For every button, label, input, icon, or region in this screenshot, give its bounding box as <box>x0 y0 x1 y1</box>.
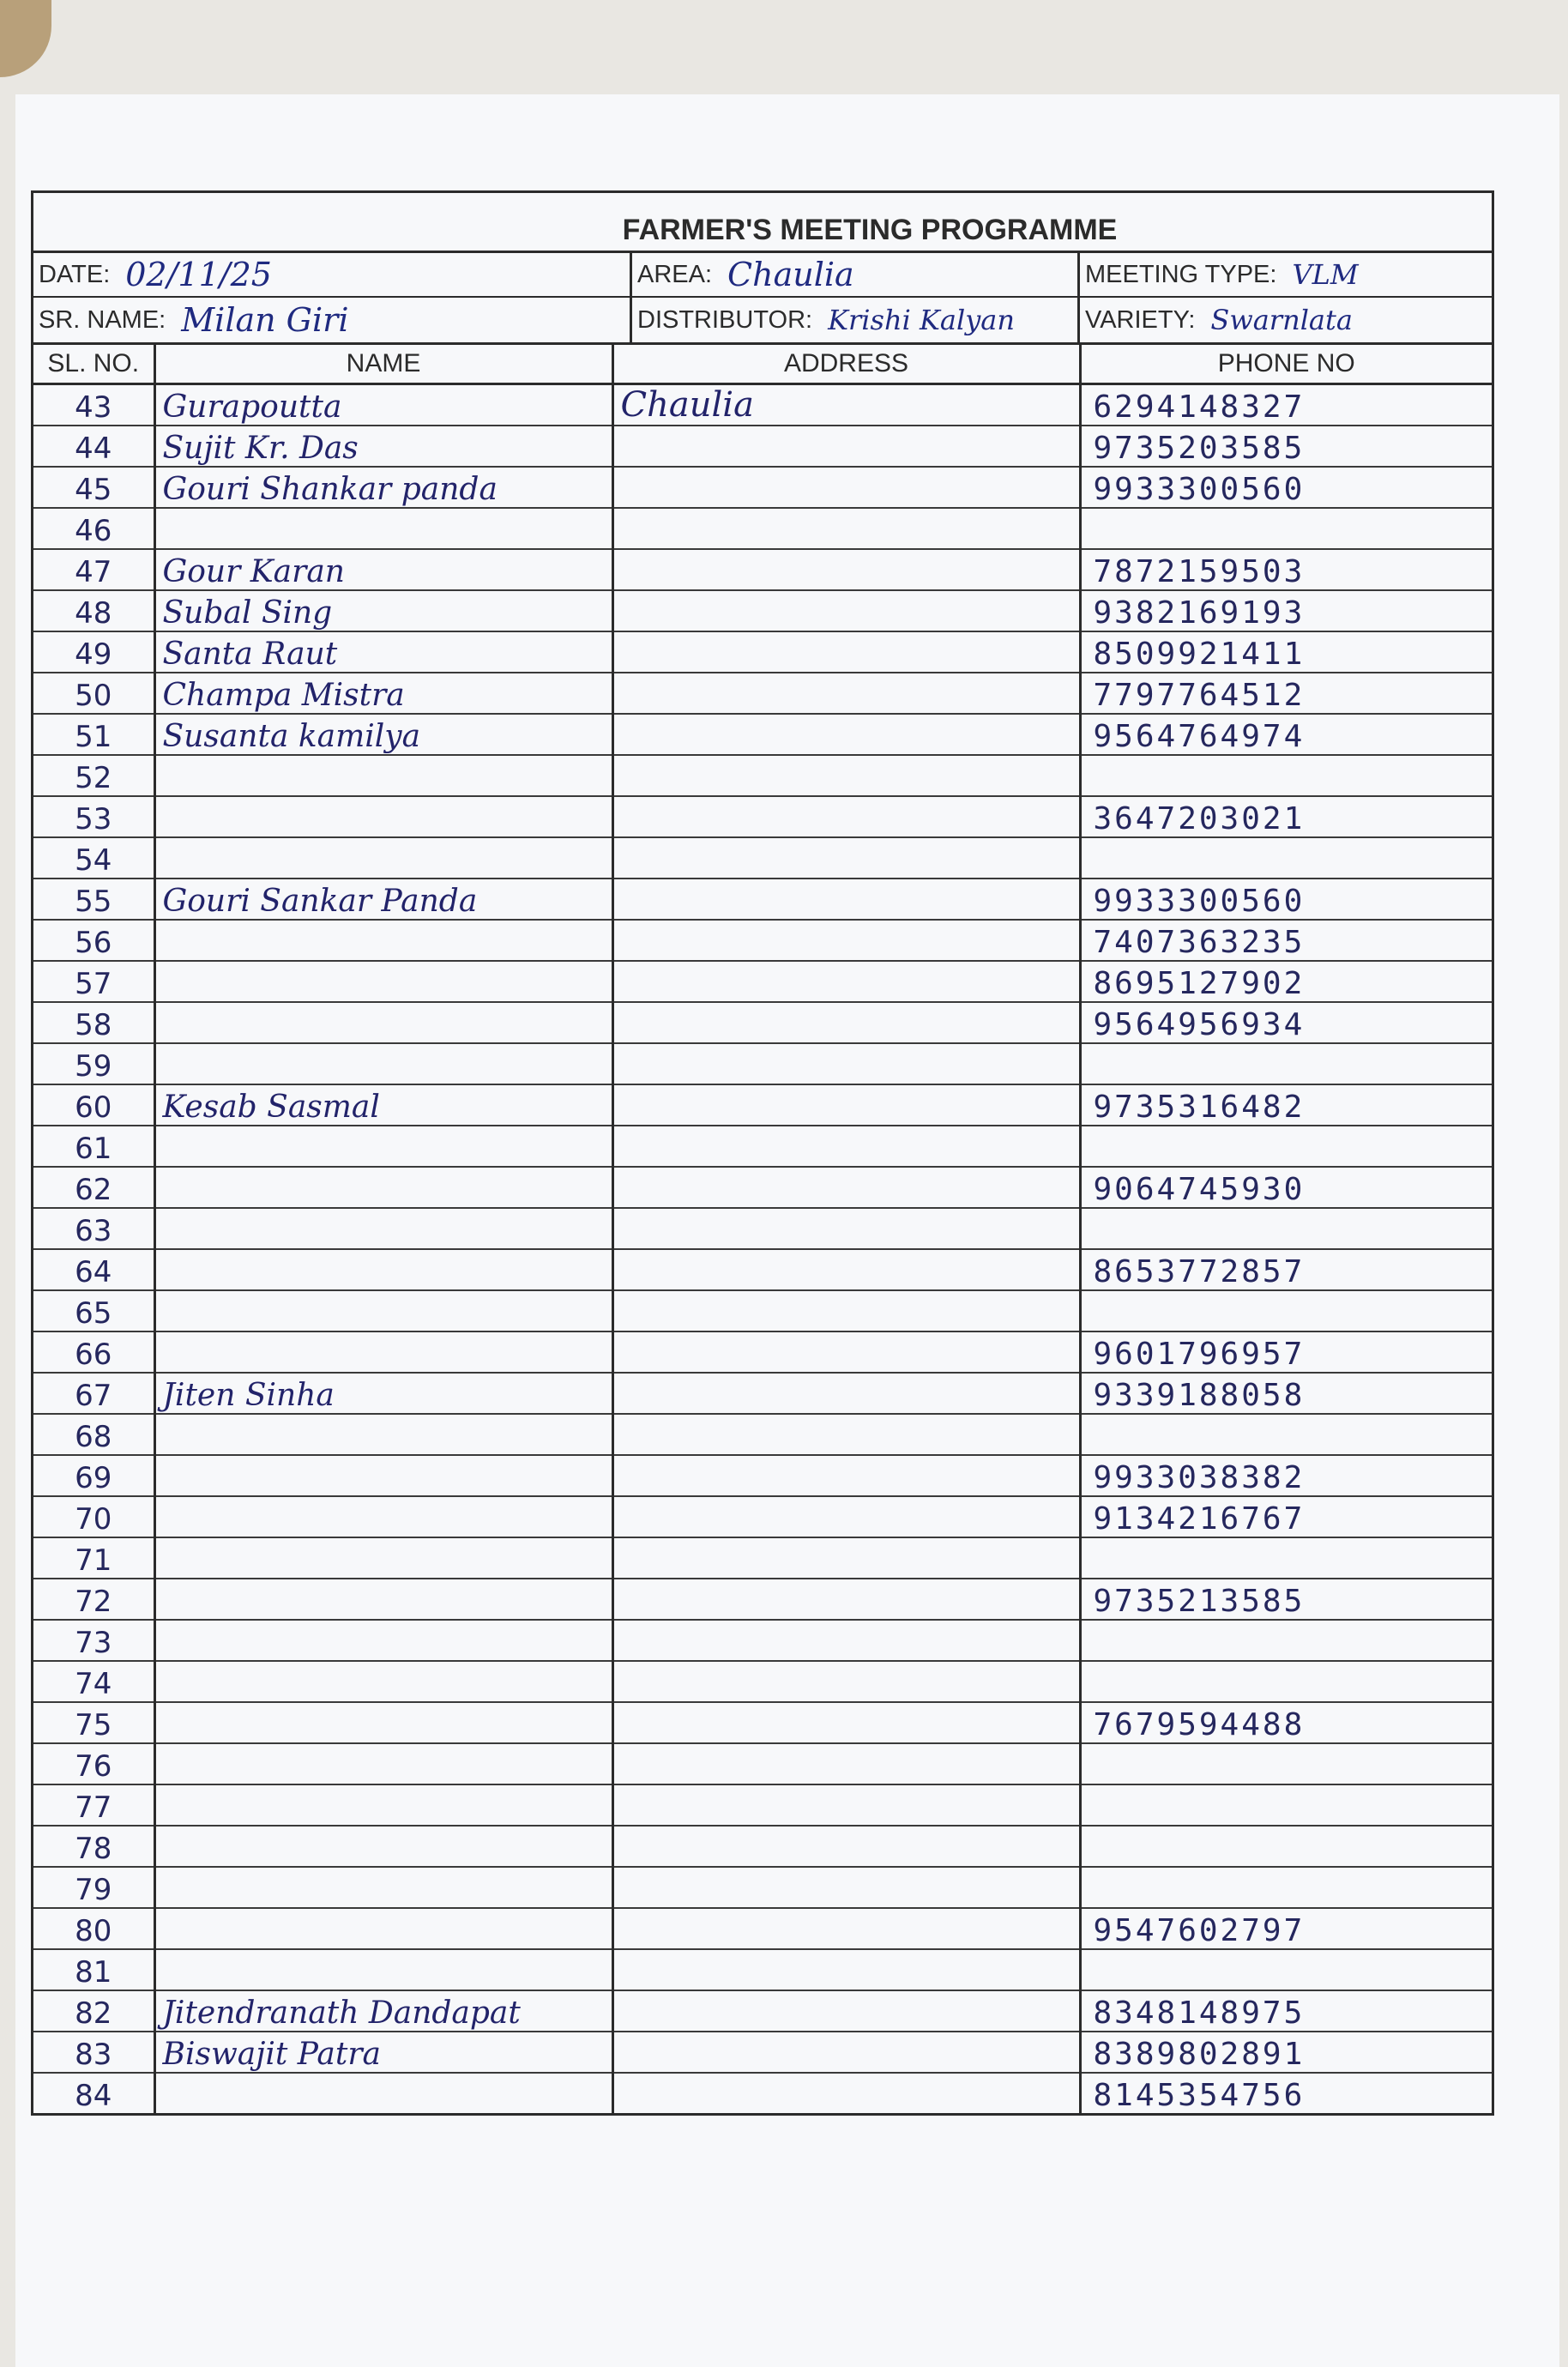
row-phone: 8348148975 <box>1080 1990 1492 2032</box>
row-address <box>612 508 1080 549</box>
table-row <box>33 920 1492 961</box>
table-row <box>33 1826 1492 1867</box>
table-body <box>33 384 1492 2114</box>
row-name <box>154 1784 612 1826</box>
date-field <box>33 253 630 298</box>
row-sl-no: 60 <box>33 1084 154 1126</box>
row-phone <box>1080 1826 1492 1867</box>
row-address <box>612 1043 1080 1084</box>
row-address <box>612 467 1080 508</box>
table-row <box>33 1743 1492 1784</box>
row-name <box>154 837 612 879</box>
row-name: Champa Mistra <box>154 673 612 714</box>
row-phone <box>1080 1620 1492 1661</box>
row-address <box>612 1661 1080 1702</box>
row-sl-no: 68 <box>33 1414 154 1455</box>
table-row <box>33 1990 1492 2032</box>
row-address <box>612 2073 1080 2113</box>
row-address <box>612 1990 1080 2032</box>
row-phone: 9134216767 <box>1080 1496 1492 1537</box>
row-sl-no: 54 <box>33 837 154 879</box>
row-name <box>154 1290 612 1331</box>
row-phone <box>1080 1661 1492 1702</box>
row-address <box>612 1537 1080 1579</box>
row-sl-no: 47 <box>33 549 154 590</box>
row-phone: 9933300560 <box>1080 879 1492 920</box>
table-row <box>33 1496 1492 1537</box>
row-phone: 9735213585 <box>1080 1579 1492 1620</box>
row-address <box>612 1826 1080 1867</box>
row-phone <box>1080 1743 1492 1784</box>
table-row <box>33 796 1492 837</box>
row-address <box>612 1908 1080 1949</box>
row-sl-no: 66 <box>33 1331 154 1373</box>
row-sl-no: 84 <box>33 2073 154 2113</box>
row-phone <box>1080 1043 1492 1084</box>
row-phone <box>1080 1537 1492 1579</box>
table-row <box>33 1949 1492 1990</box>
row-address <box>612 920 1080 961</box>
table-row <box>33 1290 1492 1331</box>
row-address <box>612 1496 1080 1537</box>
table-row <box>33 714 1492 755</box>
row-sl-no: 74 <box>33 1661 154 1702</box>
row-sl-no: 67 <box>33 1373 154 1414</box>
meeting-type-value: VLM <box>1292 258 1359 291</box>
row-name <box>154 961 612 1002</box>
row-address <box>612 1167 1080 1208</box>
table-row <box>33 879 1492 920</box>
header-col-right <box>1080 253 1492 342</box>
row-name <box>154 1331 612 1373</box>
row-sl-no: 83 <box>33 2032 154 2073</box>
variety-field <box>1080 298 1492 342</box>
row-name: Gour Karan <box>154 549 612 590</box>
table-row <box>33 961 1492 1002</box>
row-phone: 8509921411 <box>1080 631 1492 673</box>
row-phone: 9564764974 <box>1080 714 1492 755</box>
row-phone: 8695127902 <box>1080 961 1492 1002</box>
row-sl-no: 52 <box>33 755 154 796</box>
row-phone: 9064745930 <box>1080 1167 1492 1208</box>
date-label: DATE: <box>39 260 111 288</box>
row-phone <box>1080 508 1492 549</box>
header-col-middle <box>632 253 1080 342</box>
table-row <box>33 467 1492 508</box>
row-phone: 9933300560 <box>1080 467 1492 508</box>
row-phone: 9735316482 <box>1080 1084 1492 1126</box>
row-name <box>154 1167 612 1208</box>
row-address <box>612 631 1080 673</box>
row-phone: 7407363235 <box>1080 920 1492 961</box>
table-row <box>33 1084 1492 1126</box>
row-address <box>612 1784 1080 1826</box>
header-address: ADDRESS <box>612 345 1080 384</box>
row-sl-no: 62 <box>33 1167 154 1208</box>
row-sl-no: 65 <box>33 1290 154 1331</box>
row-sl-no: 49 <box>33 631 154 673</box>
row-address <box>612 714 1080 755</box>
row-address <box>612 796 1080 837</box>
row-sl-no: 59 <box>33 1043 154 1084</box>
row-name: Subal Sing <box>154 590 612 631</box>
row-sl-no: 63 <box>33 1208 154 1249</box>
row-sl-no: 77 <box>33 1784 154 1826</box>
row-sl-no: 82 <box>33 1990 154 2032</box>
row-phone: 9601796957 <box>1080 1331 1492 1373</box>
table-row <box>33 426 1492 467</box>
row-address <box>612 2032 1080 2073</box>
row-phone: 9564956934 <box>1080 1002 1492 1043</box>
row-phone: 9339188058 <box>1080 1373 1492 1414</box>
row-name <box>154 1908 612 1949</box>
table-row <box>33 1702 1492 1743</box>
row-name <box>154 1537 612 1579</box>
row-address <box>612 1373 1080 1414</box>
row-address <box>612 1084 1080 1126</box>
row-sl-no: 44 <box>33 426 154 467</box>
row-sl-no: 51 <box>33 714 154 755</box>
row-sl-no: 81 <box>33 1949 154 1990</box>
row-phone <box>1080 1414 1492 1455</box>
row-phone <box>1080 1949 1492 1990</box>
row-phone: 8145354756 <box>1093 2078 1306 2113</box>
table-row <box>33 1620 1492 1661</box>
row-sl-no: 79 <box>33 1867 154 1908</box>
row-name <box>154 1455 612 1496</box>
row-sl-no: 78 <box>33 1826 154 1867</box>
row-sl-no: 73 <box>33 1620 154 1661</box>
row-name <box>154 1208 612 1249</box>
row-name <box>154 1579 612 1620</box>
table-row <box>33 1167 1492 1208</box>
row-name <box>154 920 612 961</box>
row-sl-no: 46 <box>33 508 154 549</box>
table-row <box>33 1414 1492 1455</box>
row-sl-no: 64 <box>33 1249 154 1290</box>
table-row <box>33 2032 1492 2073</box>
row-name <box>154 1249 612 1290</box>
row-phone <box>1080 837 1492 879</box>
background-corner <box>0 0 51 77</box>
header-sl-no: SL. NO. <box>33 345 154 384</box>
row-address <box>612 1414 1080 1455</box>
row-address <box>612 1290 1080 1331</box>
table-row <box>33 673 1492 714</box>
row-address <box>612 1949 1080 1990</box>
row-sl-no: 75 <box>33 1702 154 1743</box>
meeting-type-field <box>1080 253 1492 298</box>
table-row <box>33 1661 1492 1702</box>
row-name <box>154 1867 612 1908</box>
row-phone: 9933038382 <box>1080 1455 1492 1496</box>
table-row <box>33 1208 1492 1249</box>
row-sl-no: 48 <box>33 590 154 631</box>
row-address <box>612 1743 1080 1784</box>
row-phone <box>1080 1290 1492 1331</box>
row-phone: 6294148327 <box>1080 384 1492 426</box>
row-name <box>154 508 612 549</box>
row-sl-no: 76 <box>33 1743 154 1784</box>
row-phone: 3647203021 <box>1080 796 1492 837</box>
row-phone: 8389802891 <box>1080 2032 1492 2073</box>
row-phone: 9735203585 <box>1080 426 1492 467</box>
table-row <box>33 1867 1492 1908</box>
row-name <box>154 796 612 837</box>
row-sl-no: 61 <box>33 1126 154 1167</box>
table-row <box>33 1249 1492 1290</box>
table-row <box>33 1908 1492 1949</box>
distributor-field <box>632 298 1077 342</box>
sr-name-value: Milan Giri <box>181 301 349 339</box>
table-row <box>33 1331 1492 1373</box>
row-phone <box>1080 755 1492 796</box>
header-name: NAME <box>154 345 612 384</box>
row-name: Sujit Kr. Das <box>154 426 612 467</box>
row-address <box>612 1867 1080 1908</box>
meeting-type-label: MEETING TYPE: <box>1085 260 1277 288</box>
table-row <box>33 1002 1492 1043</box>
variety-value: Swarnlata <box>1210 304 1353 336</box>
row-name <box>154 1826 612 1867</box>
row-sl-no: 72 <box>33 1579 154 1620</box>
row-address <box>612 1126 1080 1167</box>
row-address <box>612 1620 1080 1661</box>
variety-label: VARIETY: <box>1085 305 1196 334</box>
row-address <box>612 426 1080 467</box>
table-row <box>33 837 1492 879</box>
row-sl-no: 69 <box>33 1455 154 1496</box>
date-value: 02/11/25 <box>125 256 272 293</box>
distributor-value: Krishi Kalyan <box>828 304 1015 336</box>
row-name: Biswajit Patra <box>154 2032 612 2073</box>
row-address <box>612 1249 1080 1290</box>
header-phone: PHONE NO <box>1080 345 1492 384</box>
row-phone: 8653772857 <box>1080 1249 1492 1290</box>
table-row <box>33 1784 1492 1826</box>
row-address <box>612 1579 1080 1620</box>
row-sl-no: 45 <box>33 467 154 508</box>
row-name <box>154 1002 612 1043</box>
table-row <box>33 1126 1492 1167</box>
form-header-fields <box>33 253 1492 345</box>
row-sl-no: 53 <box>33 796 154 837</box>
row-address <box>612 549 1080 590</box>
row-sl-no: 43 <box>33 384 154 426</box>
row-name <box>154 1620 612 1661</box>
row-sl-no: 55 <box>33 879 154 920</box>
area-label: AREA: <box>637 260 713 288</box>
distributor-label: DISTRIBUTOR: <box>637 305 813 334</box>
table-row <box>33 631 1492 673</box>
row-name: Jitendranath Dandapat <box>154 1990 612 2032</box>
table-row <box>33 2073 1492 2113</box>
row-sl-no: 57 <box>33 961 154 1002</box>
table-row <box>33 508 1492 549</box>
sr-name-field <box>33 298 630 342</box>
table-row <box>33 1579 1492 1620</box>
row-address <box>612 837 1080 879</box>
row-phone: 7872159503 <box>1080 549 1492 590</box>
header-col-left <box>33 253 632 342</box>
meeting-form <box>31 190 1494 2116</box>
row-address <box>612 1702 1080 1743</box>
table-row <box>33 549 1492 590</box>
row-name <box>154 1661 612 1702</box>
sr-name-label: SR. NAME: <box>39 305 166 334</box>
row-address <box>612 755 1080 796</box>
area-value: Chaulia <box>727 256 854 293</box>
row-name: Kesab Sasmal <box>154 1084 612 1126</box>
row-address <box>612 961 1080 1002</box>
row-sl-no: 58 <box>33 1002 154 1043</box>
row-phone: 7679594488 <box>1080 1702 1492 1743</box>
farmer-table <box>33 345 1492 2113</box>
row-address <box>612 1208 1080 1249</box>
form-title: FARMER'S MEETING PROGRAMME <box>33 193 1492 253</box>
row-name <box>154 1743 612 1784</box>
row-address <box>612 1455 1080 1496</box>
row-name <box>154 755 612 796</box>
row-name <box>154 1496 612 1537</box>
row-name <box>154 1414 612 1455</box>
row-name <box>154 1949 612 1990</box>
row-name <box>154 2073 612 2113</box>
table-header-row <box>33 345 1492 384</box>
row-address <box>612 1331 1080 1373</box>
row-sl-no: 50 <box>33 673 154 714</box>
row-name: Susanta kamilya <box>154 714 612 755</box>
paper-sheet <box>15 94 1559 2367</box>
row-name: Gouri Shankar panda <box>154 467 612 508</box>
row-address <box>612 673 1080 714</box>
row-phone <box>1080 1867 1492 1908</box>
row-phone: 7797764512 <box>1080 673 1492 714</box>
table-row <box>33 384 1492 426</box>
row-name: Jiten Sinha <box>154 1373 612 1414</box>
row-name: Gouri Sankar Panda <box>154 879 612 920</box>
table-row <box>33 1373 1492 1414</box>
area-field <box>632 253 1077 298</box>
row-name: Gurapoutta <box>154 384 612 426</box>
row-address: Chaulia <box>612 384 1080 426</box>
row-name <box>154 1702 612 1743</box>
table-row <box>33 590 1492 631</box>
table-row <box>33 1537 1492 1579</box>
row-sl-no: 71 <box>33 1537 154 1579</box>
row-address <box>612 590 1080 631</box>
table-row <box>33 1043 1492 1084</box>
row-name <box>154 1043 612 1084</box>
row-sl-no: 80 <box>33 1908 154 1949</box>
table-row <box>33 755 1492 796</box>
row-phone <box>1080 1208 1492 1249</box>
row-sl-no: 70 <box>33 1496 154 1537</box>
row-address <box>612 1002 1080 1043</box>
row-name <box>154 1126 612 1167</box>
row-phone: 9547602797 <box>1080 1908 1492 1949</box>
row-sl-no: 56 <box>33 920 154 961</box>
row-phone <box>1080 1126 1492 1167</box>
row-address <box>612 879 1080 920</box>
table-row <box>33 1455 1492 1496</box>
row-phone <box>1080 1784 1492 1826</box>
row-phone: 9382169193 <box>1080 590 1492 631</box>
row-name: Santa Raut <box>154 631 612 673</box>
